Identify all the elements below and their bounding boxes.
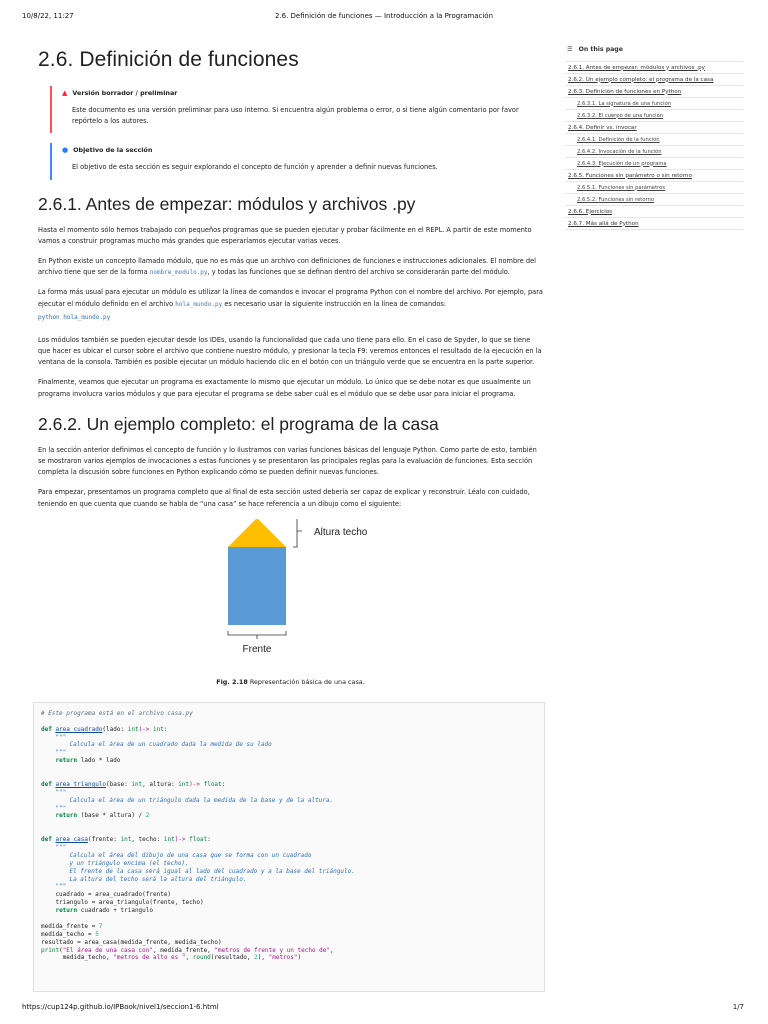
warning-admonition — [50, 86, 543, 133]
inline-code: hola_mundo.py — [175, 300, 223, 308]
toc-link[interactable]: 2.6.7. Más allá de Python — [565, 218, 743, 230]
toc-link[interactable]: 2.6.6. Ejercicios — [565, 206, 743, 218]
toc-list — [565, 61, 743, 230]
note-text: El objetivo de esta sección es seguir explorando el concepto de función y aprender a definir nuevas funciones. — [72, 163, 438, 172]
paragraph: Hasta el momento sólo hemos trabajado con pequeños programas que se pueden ejecutar y probar fácilmente en el REPL. A partir de este momento vamos a construir programas mucho más grandes que esperaríamos ejecutar varias veces. — [38, 225, 532, 245]
warning-icon: ▲ — [62, 89, 68, 97]
section-heading-2-6-1: 2.6.1. Antes de empezar: módulos y archivos .py — [38, 193, 416, 214]
note-admonition — [50, 143, 543, 179]
warning-text: Este documento es una versión preliminar para uso interno. Si encuentra algún problema o error, o si tiene algún comentario por favor repórtelo a los autores. — [72, 106, 519, 126]
print-page-number: 1/7 — [732, 1003, 744, 1011]
toc-link[interactable]: 2.6.1. Antes de empezar: módulos y archivos .py — [565, 61, 743, 74]
print-title: 2.6. Definición de funciones — Introducción a la Programación — [274, 12, 494, 20]
note-title: Objetivo de la sección — [73, 146, 153, 155]
print-url: https://cup124p.github.io/IPBook/nivel1/seccion1-6.html — [22, 1003, 219, 1011]
paragraph: Para empezar, presentamos un programa completo que al final de esta sección usted debería ser capaz de explicar y reconstruir. Léalo con cuidado, teniendo en que cuenta que cuando se habla de “una casa” se hace referencia a un dibujo como el siguiente: — [38, 488, 530, 508]
main-content — [38, 48, 543, 992]
toc-link[interactable]: 2.6.3. Definición de funciones en Python — [565, 86, 743, 98]
paragraph: En la sección anterior definimos el concepto de función y lo ilustramos con varias funciones básicas del lenguaje Python. Como parte de esto, también se mostraron varios ejemplos de invocaciones a estas funciones y se presentaron las principales reglas para la evaluación de funciones. Esta sección completa la discusión sobre funciones en Python explicando cómo se pueden definir nuevas funciones. — [38, 445, 537, 477]
section-heading-2-6-2: 2.6.2. Un ejemplo completo: el programa de la casa — [38, 413, 439, 434]
table-of-contents — [565, 46, 743, 230]
toc-title: On this page — [578, 46, 623, 53]
paragraph: La forma más usual para ejecutar un módulo es utilizar la línea de comandos e invocar el programa Python con el nombre del archivo. Por ejemplo, para ejecutar el módulo definido en el archivo hola_mundo.py es necesario usar la siguiente instrucción en la línea de comandos: — [38, 288, 543, 308]
toc-link[interactable]: 2.6.4.1. Definición de la función — [565, 134, 743, 146]
house-figure — [38, 519, 543, 674]
paragraph: En Python existe un concepto llamado módulo, que no es más que un archivo con definiciones de funciones e instrucciones adicionales. El nombre del archivo tiene que ser de la forma nombre_modulo.py, y todas las funciones que se definan dentro del archivo se considerarán parte del módulo. — [38, 257, 536, 277]
paragraph: Finalmente, veamos que ejecutar un programa es exactamente lo mismo que ejecutar un módulo. Lo único que se debe notar es que usualmente un programa involucra varios módulos y que para ejecutar el programa se debe saber cuál es el módulo que se debe usar para iniciar el programa. — [38, 378, 531, 398]
toc-link[interactable]: 2.6.4.2. Invocación de la función — [565, 146, 743, 158]
command-line-snippet: python hola_mundo.py — [38, 313, 111, 321]
roof-height-label: Altura techo — [314, 526, 368, 538]
house-diagram — [38, 519, 543, 674]
warning-title: Versión borrador / preliminar — [72, 89, 178, 97]
code-block-casa: # Este programa está en el archivo casa.py def area_cuadrado(lado: int)-> int: """ Calcula el área de un cuadrado dada la medida de su lado """ return lado * lado def area_triangulo(base: int, altura: int)-> float: """ Calcula el área de un triángulo dada la medida de la base y de la altura. """ return (base * altura) / 2 def area_casa(frente: int, techo: int)-> float: """ Calcula el área del dibujo de una casa que se forma con un cuadrado y un triángulo encima (el techo). El frente de la casa será igual al lado del cuadrado y a la base del triángulo. La altura del techo será la altura del triángulo. """ cuadrado = area_cuadrado(frente) triangulo = area_triangulo(frente, techo) return cuadrado + triangulo medida_frente = 7 medida_techo = 5 resultado = area_casa(medida_frente, medida_techo) print("El área de una casa con", medida_frente, "metros de frente y un techo de", medida_techo, "metros de alto es ", round(resultado, 2), "metros") — [33, 702, 545, 992]
list-icon: ☰ — [567, 46, 573, 53]
front-bracket — [228, 631, 286, 639]
toc-link[interactable]: 2.6.4. Definir vs. invocar — [565, 122, 743, 134]
toc-link[interactable]: 2.6.5. Funciones sin parámetro o sin retorno — [565, 170, 743, 182]
page-title: 2.6. Definición de funciones — [38, 48, 299, 71]
house-square — [228, 547, 286, 625]
toc-link[interactable]: 2.6.5.2. Funciones sin retorno — [565, 194, 743, 206]
print-date: 10/8/22, 11:27 — [22, 12, 74, 20]
height-bracket — [293, 519, 302, 547]
front-label: Frente — [242, 643, 272, 655]
inline-code: nombre_modulo.py — [149, 269, 208, 277]
toc-link[interactable]: 2.6.4.3. Ejecución de un programa — [565, 158, 743, 170]
figure-caption: Fig. 2.18 Representación básica de una casa. — [216, 677, 365, 686]
info-icon: ● — [62, 146, 69, 155]
toc-link[interactable]: 2.6.3.1. La signatura de una función — [565, 98, 743, 110]
toc-link[interactable]: 2.6.5.1. Funciones sin parámetros — [565, 182, 743, 194]
toc-link[interactable]: 2.6.3.2. El cuerpo de una función — [565, 110, 743, 122]
house-roof-triangle — [228, 519, 286, 547]
toc-link[interactable]: 2.6.2. Un ejemplo completo: el programa de la casa — [565, 74, 743, 86]
paragraph: Los módulos también se pueden ejecutar desde los IDEs, usando la funcionalidad que cada uno tiene para ello. En el caso de Spyder, lo que se tiene que hacer es ubicar el cursor sobre el archivo que contiene nuestro módulo, y presionar la tecla F9: veremos entonces el resultado de la ejecución en la ventana de la consola. También es posible ejecutar un módulo haciendo clic en el botón con un triángulo verde que se encuentra en la parte superior. — [38, 335, 542, 367]
